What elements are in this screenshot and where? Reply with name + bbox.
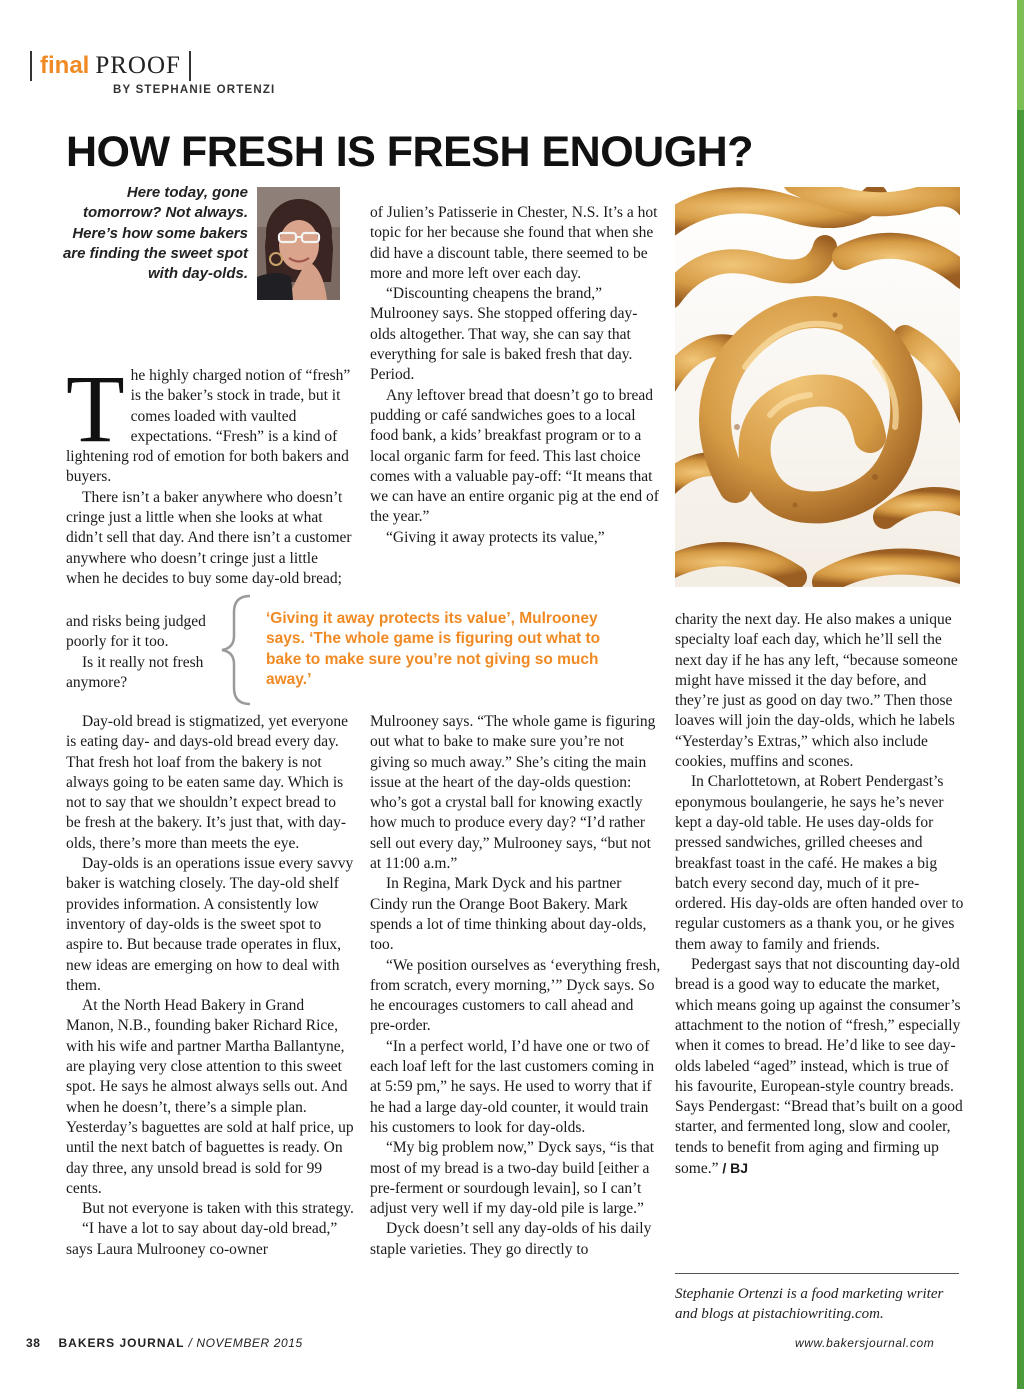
- section-tag-final: final: [40, 52, 90, 79]
- article-paragraph: But not everyone is taken with this strategy.: [82, 1200, 354, 1218]
- edge-color-bar: [1017, 0, 1024, 1389]
- page-number: 38: [26, 1336, 41, 1350]
- article-paragraph: [66, 355, 354, 488]
- article-paragraph: In Regina, Mark Dyck and his partner Cindy run the Orange Boot Bakery. Mark spends a lot of time thinking about day-olds, too.: [370, 875, 647, 954]
- article-column-2-bottom: [370, 712, 662, 1260]
- main-photo: [675, 187, 960, 587]
- article-column-1-lower: [66, 712, 354, 1260]
- footer-left: [26, 1336, 303, 1350]
- article-paragraph: Day-old bread is stigmatized, yet everyone is eating day- and days-old bread every day. That fresh hot loaf from the bakery is not always going to be eaten same day. Which is not to say that we shouldn’t expect bread to be fresh at the bakery. It’s just that, with day-olds, there’s more than meets the eye.: [66, 713, 348, 852]
- article-column-3: [675, 610, 965, 1179]
- article-paragraph: “In a perfect world, I’d have one or two of each loaf left for the last customers coming in at 5:59 pm,” he says. He used to worry that if he had a large day-old counter, it would train his customers to look for day-olds.: [370, 1037, 655, 1136]
- article-paragraph: Any leftover bread that doesn’t go to bread pudding or café sandwiches goes to a local food bank, a kids’ breakfast program or to a local organic farm for feed. This last choice comes with a valuable pay-off: “It means that we can have an entire organic pig at the end of the year.”: [370, 386, 659, 526]
- article-paragraph: “I have a lot to say about day-old bread,” says Laura Mulrooney co-owner: [66, 1220, 338, 1258]
- headline: HOW FRESH IS FRESH ENOUGH?: [66, 128, 753, 176]
- paragraph-text: he highly charged notion of “fresh” is the baker’s stock in trade, but it comes loaded with vaulted expectations. “Fresh” is a kind of lightening rod of emotion for both bakers and buyers.: [66, 367, 351, 486]
- article-paragraph: Day-olds is an operations issue every savvy baker is watching closely. The day-old shelf provides information. A consistently low inventory of day-olds is the sweet spot to aspire to. But because trade operates in flux, new ideas are emerging on how to deal with them.: [66, 855, 354, 994]
- issue-date: / NOVEMBER 2015: [188, 1336, 303, 1350]
- article-column-1: [66, 355, 354, 589]
- article-paragraph: “Giving it away protects its value,”: [386, 528, 605, 546]
- article-column-1-narrow: [66, 590, 216, 693]
- article-paragraph: There isn’t a baker anywhere who doesn’t cringe just a little when she looks at what didn’t sell that day. And there isn’t a customer anywhere who doesn’t cringe just a little when he decides to buy some day-old bread;: [66, 488, 352, 587]
- pull-quote-brace-icon: [210, 594, 260, 706]
- signoff: / BJ: [722, 1160, 749, 1177]
- author-portrait-icon: [257, 187, 340, 300]
- article-paragraph: “My big problem now,” Dyck says, “is that most of my bread is a two-day build [either a pre-ferment or sourdough levain], so I can’t adjust very well if my day-old pile is large.”: [370, 1139, 655, 1218]
- article-paragraph: “We position ourselves as ‘everything fresh, from scratch, every morning,’” Dyck says. So he encourages customers to call ahead and pre-order.: [370, 956, 661, 1035]
- section-tag: [30, 50, 191, 82]
- author-photo: [257, 187, 340, 300]
- section-tag-divider: [189, 51, 191, 81]
- byline: BY STEPHANIE ORTENZI: [113, 84, 276, 96]
- publication-name: BAKERS JOURNAL: [58, 1336, 185, 1350]
- article-paragraph: charity the next day. He also makes a unique specialty loaf each day, which he’ll sell the next day if he has any left, “because someone might have missed it the day before, and they’re just as good on day two.” Then those loaves will join the day-olds, which he labels “Yesterday’s Extras,” which also include cookies, muffins and scones.: [675, 611, 958, 771]
- article-paragraph: In Charlottetown, at Robert Pendergast’s eponymous boulangerie, he says he’s never kept a day-old table. He uses day-olds for pressed sandwiches, grilled cheeses and breakfast toast in the café. He makes a big batch every second day, much of it pre-ordered. His day-olds are often handed over to regular customers as a thank you, or he gives them away to family and friends.: [675, 773, 964, 953]
- article-paragraph: At the North Head Bakery in Grand Manon, N.B., founding baker Richard Rice, with his wife and partner Martha Ballantyne, are playing very close attention to this sweet spot. He says he almost always sells out. And when he doesn’t, there’s a simple plan. Yesterday’s baguettes are sold at half price, up until the next batch of baguettes is ready. On day three, any unsold bread is sold for 99 cents.: [66, 997, 354, 1197]
- author-bio: Stephanie Ortenzi is a food marketing writer and blogs at pistachiowriting.com.: [675, 1286, 944, 1323]
- website-link[interactable]: www.bakersjournal.com: [795, 1336, 935, 1350]
- article-paragraph: [675, 955, 965, 1179]
- deck: Here today, gone tomorrow? Not always. Here’s how some bakers are finding the sweet spot with day-olds.: [62, 184, 248, 283]
- article-paragraph: Mulrooney says. “The whole game is figuring out what to bake to make sure you’re not giving so much away.” She’s citing the main issue at the heart of the day-olds question: who’s got a crystal ball for knowing exactly how much to produce every day? “I’d rather sell out every day,” Mulrooney says, “but not at 11:00 a.m.”: [370, 713, 656, 873]
- bio-divider: [675, 1273, 959, 1274]
- article-paragraph: of Julien’s Patisserie in Chester, N.S. It’s a hot topic for her because she found that when she did have a discount table, there seemed to be more and more left over each day.: [370, 204, 658, 282]
- pretzel-photo-icon: [675, 187, 960, 587]
- article-paragraph: “Discounting cheapens the brand,” Mulrooney says. She stopped offering day-olds altogether. That way, she can say that everything for sale is baked fresh that day. Period.: [370, 285, 638, 384]
- article-paragraph: and risks being judged poorly for it too.: [66, 613, 206, 651]
- pull-quote: ‘Giving it away protects its value’, Mulrooney says. ‘The whole game is figuring out what to bake to make sure you’re not giving so much away.’: [266, 610, 601, 688]
- paragraph-text: Pedergast says that not discounting day-old bread is a good way to educate the market, which means going up against the consumer’s attachment to the notion of “fresh,” especially when it comes to bread. He’d like to see day-olds labeled “aged” instead, which is true of his favourite, European-style country breads. Says Pendergast: “Bread that’s built on a good starter, and fermented long, slow and cooler, tends to benefit from aging and firming up some.”: [675, 956, 963, 1178]
- dropcap: T: [66, 355, 125, 462]
- article-paragraph: Is it really not fresh anymore?: [66, 653, 204, 691]
- section-tag-proof: PROOF: [95, 52, 181, 79]
- section-tag-divider: [30, 51, 32, 81]
- article-column-2-top: [370, 203, 662, 548]
- article-paragraph: Dyck doesn’t sell any day-olds of his daily staple varieties. They go directly to: [370, 1220, 652, 1258]
- edge-color-bar-top: [1017, 0, 1024, 110]
